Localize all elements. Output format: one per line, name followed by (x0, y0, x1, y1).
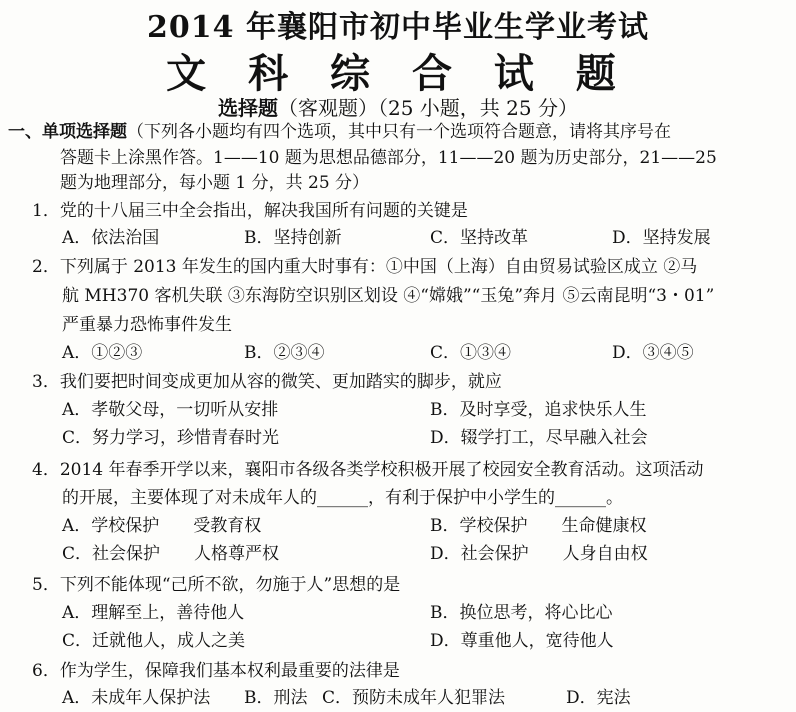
exam-title: 2014 年襄阳市初中毕业生学业考试 (147, 10, 649, 45)
question-3-stem: 3．我们要把时间变成更加从容的微笑、更加踏实的脚步，就应 (32, 372, 502, 392)
question-4-option-a: A．学校保护 受教育权 (62, 516, 262, 536)
question-5-stem: 5．下列不能体现“己所不欲，勿施于人”思想的是 (32, 575, 401, 595)
question-3-option-d: D．辍学打工，尽早融入社会 (430, 428, 648, 448)
question-1-option-a: A．依法治国 (62, 228, 160, 248)
exam-subject-title: 文 科 综 合 试 题 (166, 50, 630, 97)
question-4-stem-line-2: 的开展，主要体现了对未成年人的______，有利于保护中小学生的______。 (62, 488, 623, 508)
section-instruction-line-3: 题为地理部分，每小题 1 分，共 25 分） (60, 173, 370, 193)
question-5-option-b: B．换位思考，将心比心 (430, 603, 613, 623)
section-label: 一、单项选择题 (8, 122, 127, 142)
question-2-stem-line-3: 严重暴力恐怖事件发生 (62, 315, 232, 335)
question-4-option-b: B．学校保护 生命健康权 (430, 516, 647, 536)
question-6-option-b: B．刑法 (244, 688, 308, 708)
section-instruction-line-1: 一、单项选择题（下列各小题均有四个选项，其中只有一个选项符合题意，请将其序号在 (8, 122, 671, 142)
question-3-option-b: B．及时享受，追求快乐人生 (430, 400, 647, 420)
question-6-option-d: D．宪法 (566, 688, 631, 708)
part-heading (0, 92, 796, 121)
question-6-option-a: A．未成年人保护法 (62, 688, 211, 708)
question-2-stem-line-2: 航 MH370 客机失联 ③东海防空识别区划设 ④“嫦娥”“玉兔”奔月 ⑤云南昆明“3・01” (62, 286, 715, 306)
question-3-option-c: C．努力学习，珍惜青春时光 (62, 428, 280, 448)
question-1-option-d: D．坚持发展 (612, 228, 711, 248)
question-4-stem-line-1: 4．2014 年春季开学以来，襄阳市各级各类学校积极开展了校园安全教育活动。这项活动 (32, 460, 704, 480)
question-5-option-d: D．尊重他人，宽待他人 (430, 631, 614, 651)
question-1-option-b: B．坚持创新 (244, 228, 342, 248)
question-6-option-c: C．预防未成年人犯罪法 (322, 688, 506, 708)
question-2-option-c: C．①③④ (430, 343, 512, 363)
question-6-stem: 6．作为学生，保障我们基本权利最重要的法律是 (32, 661, 400, 681)
question-5-option-a: A．理解至上，善待他人 (62, 603, 245, 623)
question-5-option-c: C．迁就他人，成人之美 (62, 631, 246, 651)
question-4-option-c: C．社会保护 人格尊严权 (62, 544, 280, 564)
question-1-option-c: C．坚持改革 (430, 228, 529, 248)
question-2-option-a: A．①②③ (62, 343, 143, 363)
question-4-option-d: D．社会保护 人身自由权 (430, 544, 648, 564)
question-2-stem-line-1: 2．下列属于 2013 年发生的国内重大时事有：①中国（上海）自由贸易试验区成立 ②马 (32, 257, 698, 277)
question-1-stem: 1．党的十八届三中全会指出，解决我国所有问题的关键是 (32, 201, 468, 221)
part-heading-bold: 选择题 (218, 96, 278, 120)
section-instruction-line-2: 答题卡上涂黑作答。1——10 题为思想品德部分，11——20 题为历史部分，21——25 (60, 148, 717, 168)
question-2-option-b: B．②③④ (244, 343, 325, 363)
part-heading-detail: （客观题）（25 小题，共 25 分） (278, 96, 578, 120)
question-3-option-a: A．孝敬父母，一切听从安排 (62, 400, 279, 420)
question-2-option-d: D．③④⑤ (612, 343, 694, 363)
